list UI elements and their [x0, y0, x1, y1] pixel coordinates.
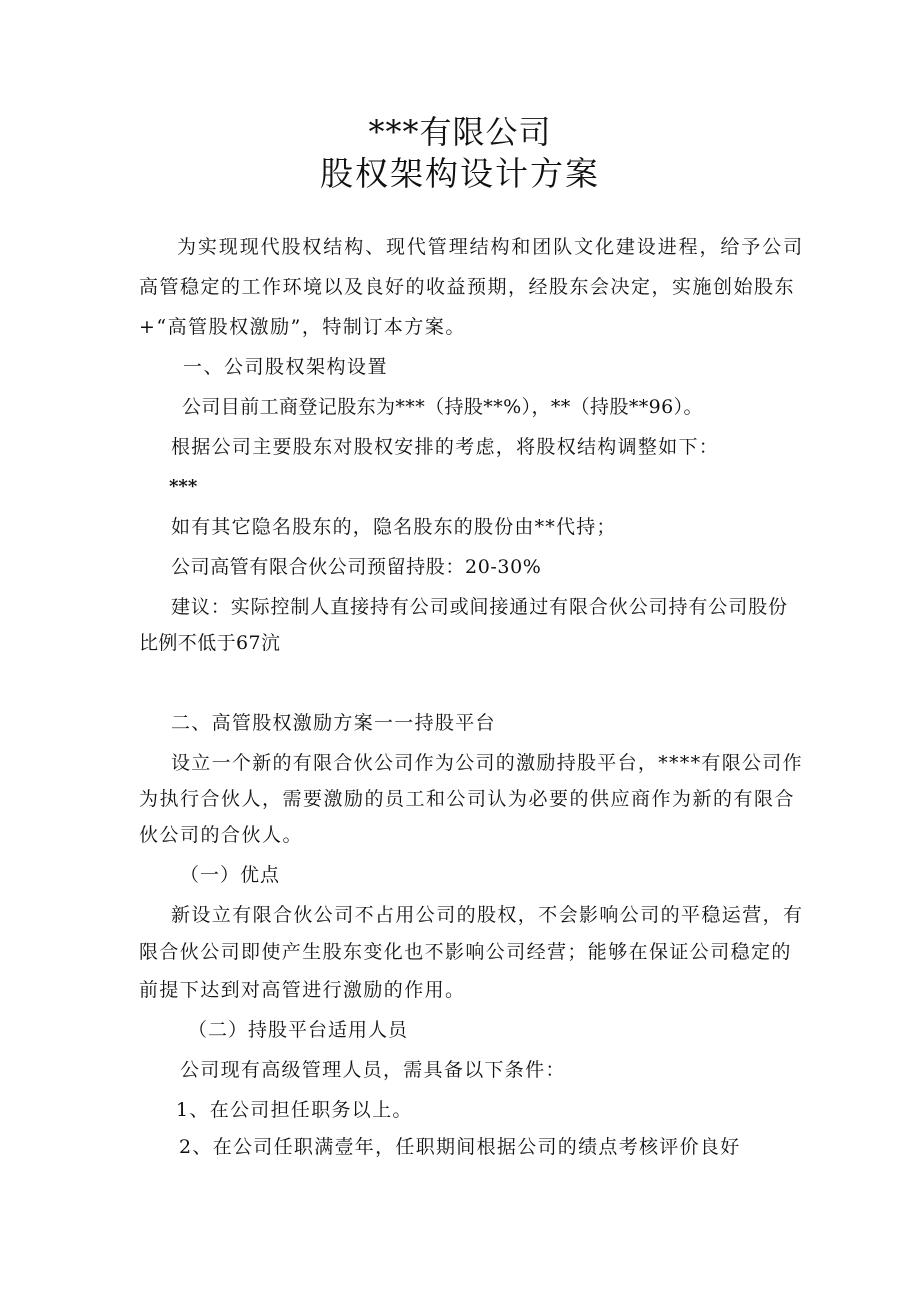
platform-paragraph-line-2: 为执行合伙人，需要激励的员工和公司认为必要的供应商作为新的有限合 [139, 788, 796, 810]
nominee-shareholder-line: 如有其它隐名股东的，隐名股东的股份由**代持； [171, 516, 617, 538]
reserved-shares-line: 公司高管有限合伙公司预留持股：20-30% [171, 556, 542, 578]
advantages-line-3: 前提下达到对高管进行激励的作用。 [139, 979, 466, 1001]
intro-paragraph-line-2: 高管稳定的工作环境以及良好的收益预期，经股东会决定，实施创始股东 [139, 276, 796, 298]
section-heading-1: 一、公司股权架构设置 [183, 356, 389, 378]
suggestion-line-1: 建议：实际控制人直接持有公司或间接通过有限合伙公司持有公司股份 [171, 596, 788, 618]
platform-paragraph-line-3: 伙公司的合伙人。 [139, 824, 304, 846]
plan-title: 股权架构设计方案 [320, 154, 600, 193]
restructure-intro-line: 根据公司主要股东对股权安排的考虑，将股权结构调整如下： [171, 436, 720, 458]
shareholder-registration-line: 公司目前工商登记股东为***（持股**%），**（持股**96）。 [182, 396, 703, 418]
advantages-line-2: 限合伙公司即使产生股东变化也不影响公司经营；能够在保证公司稳定的 [139, 941, 792, 963]
subsection-advantages: （一）优点 [180, 864, 281, 886]
platform-paragraph-line-1: 设立一个新的有限合伙公司作为公司的激励持股平台，****有限公司作 [171, 752, 803, 774]
structure-placeholder: *** [169, 476, 198, 497]
eligibility-intro-line: 公司现有高级管理人员，需具备以下条件： [180, 1059, 566, 1081]
eligibility-condition-2: 2、在公司任职满壹年，任职期间根据公司的绩点考核评价良好 [179, 1136, 741, 1158]
intro-paragraph-line-1: 为实现现代股权结构、现代管理结构和团队文化建设进程，给予公司 [177, 236, 805, 258]
subsection-eligible-persons: （二）持股平台适用人员 [188, 1019, 409, 1041]
company-title: ***有限公司 [368, 113, 552, 151]
suggestion-line-2: 比例不低于67沆 [139, 632, 281, 654]
eligibility-condition-1: 1、在公司担任职务以上。 [176, 1099, 413, 1121]
advantages-line-1: 新设立有限合伙公司不占用公司的股权，不会影响公司的平稳运营，有 [171, 904, 804, 926]
intro-paragraph-line-3: +“高管股权激励”，特制订本方案。 [139, 316, 466, 338]
section-heading-2: 二、高管股权激励方案一一持股平台 [171, 712, 496, 734]
